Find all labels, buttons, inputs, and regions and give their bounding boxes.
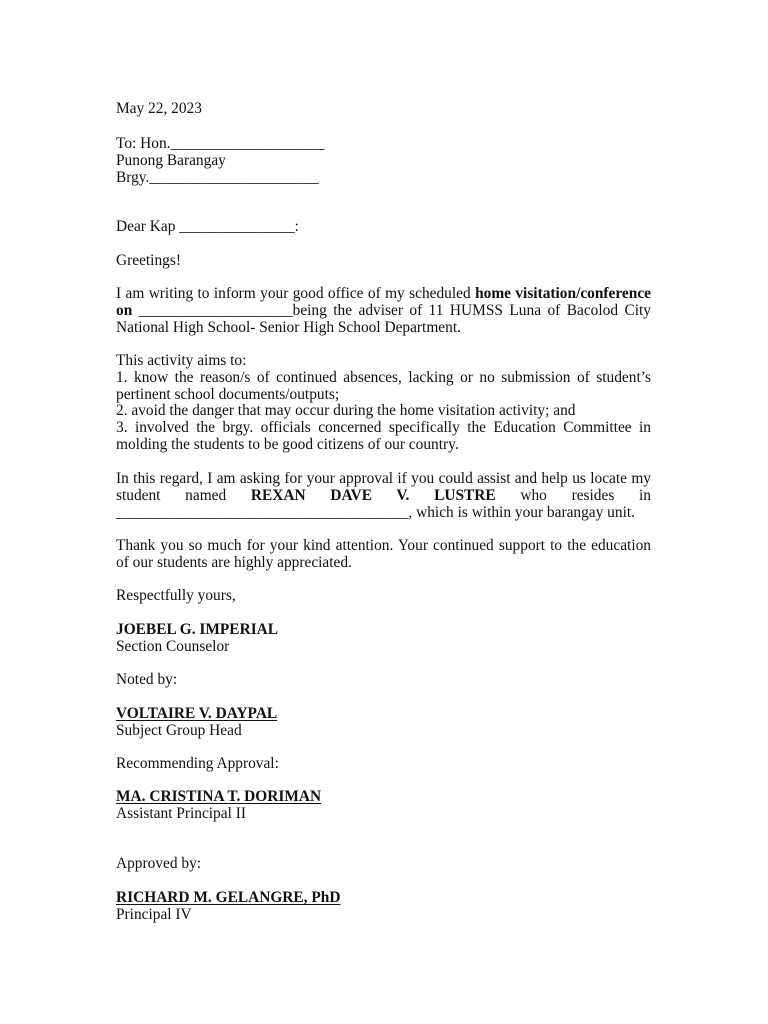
recipient-block — [116, 136, 651, 186]
signatory-name: JOEBEL G. IMPERIAL — [116, 621, 279, 638]
signatory-block — [116, 706, 651, 740]
aims-item — [116, 370, 651, 404]
aims-heading: This activity aims to: — [116, 352, 247, 369]
aims-item — [116, 403, 651, 420]
signatory-block — [116, 622, 651, 656]
signatory-name-line — [116, 706, 651, 723]
recipient-to-line: To: Hon.____________________ — [116, 135, 325, 152]
signatory-title: Subject Group Head — [116, 721, 242, 739]
signatory-name: RICHARD M. GELANGRE, PhD — [116, 889, 341, 906]
signatory-name: VOLTAIRE V. DAYPAL — [116, 705, 278, 722]
signatory-label: Recommending Approval: — [116, 755, 279, 772]
signatory-title: Section Counselor — [116, 637, 230, 655]
intro-paragraph — [116, 286, 651, 336]
signatory-block — [116, 890, 651, 924]
aims-item-line: molding the students to be good citizens of our country. — [116, 435, 459, 453]
intro-line — [116, 303, 651, 320]
signatory-title: Principal IV — [116, 905, 192, 923]
request-line: ______________________________________, which is within your barangay unit. — [116, 503, 635, 521]
student-name: REXAN DAVE V. LUSTRE — [250, 486, 496, 504]
signatory-name-line — [116, 789, 651, 806]
thanks-paragraph — [116, 538, 651, 572]
signatory-title: Assistant Principal II — [116, 804, 246, 822]
aims-item — [116, 420, 651, 454]
recipient-position: Punong Barangay — [116, 151, 226, 169]
letter-date: May 22, 2023 — [116, 100, 202, 117]
request-line — [116, 488, 651, 505]
aims-section — [116, 353, 651, 454]
recipient-barangay-line: Brgy.______________________ — [116, 168, 319, 186]
request-paragraph — [116, 471, 651, 521]
thanks-line: of our students are highly appreciated. — [116, 553, 352, 571]
signatory-block — [116, 789, 651, 823]
intro-bold-text: on — [116, 301, 133, 319]
greeting: Greetings! — [116, 252, 181, 269]
intro-text: ____________________being the adviser of 11 HUMSS Luna of Bacolod City — [132, 301, 651, 319]
signatory-name: MA. CRISTINA T. DORIMAN — [116, 788, 322, 805]
request-text: student named — [116, 486, 251, 504]
signatory-name-line — [116, 890, 651, 907]
intro-line: National High School- Senior High School Department. — [116, 318, 461, 336]
aims-item-line: pertinent school documents/outputs; — [116, 385, 340, 403]
request-line: In this regard, I am asking for your approval if you could assist and help us locate my — [116, 470, 651, 487]
intro-bold-text: home visitation/conference — [475, 285, 651, 302]
aims-item-line: 1. know the reason/s of continued absences, lacking or no submission of student’s — [116, 368, 651, 386]
closing: Respectfully yours, — [116, 587, 236, 604]
aims-item-line: 3. involved the brgy. officials concerned specifically the Education Committee in — [116, 419, 651, 436]
signatory-label: Approved by: — [116, 855, 202, 872]
intro-line — [116, 286, 651, 303]
salutation: Dear Kap _______________: — [116, 218, 299, 235]
thanks-line: Thank you so much for your kind attention. Your continued support to the education — [116, 537, 651, 554]
intro-text: I am writing to inform your good office of my scheduled — [116, 285, 476, 302]
aims-item-line: 2. avoid the danger that may occur during the home visitation activity; and — [116, 402, 576, 420]
request-text: who resides in — [495, 486, 651, 504]
signatory-label: Noted by: — [116, 671, 178, 688]
